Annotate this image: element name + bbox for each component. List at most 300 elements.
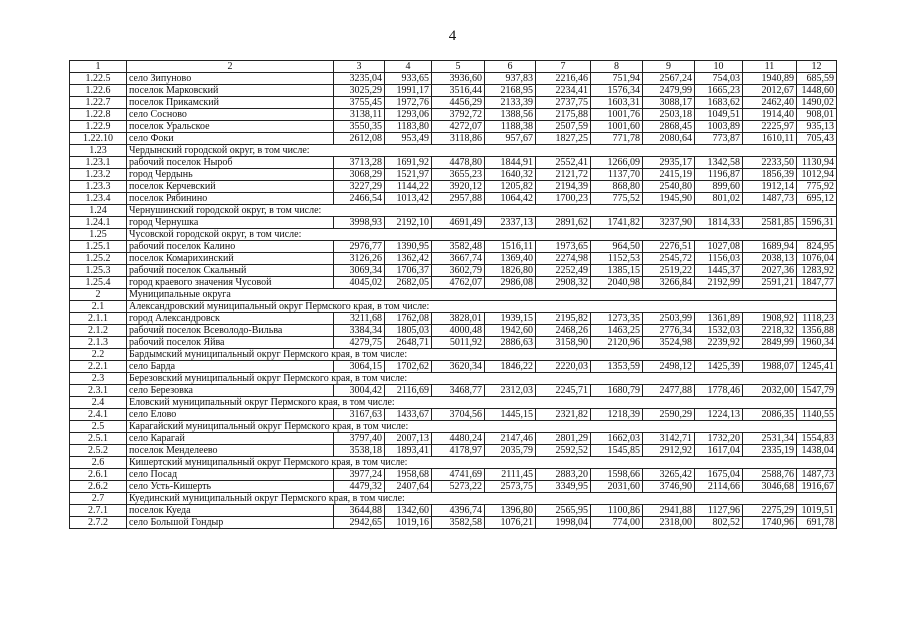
table-row [70, 217, 837, 229]
value-cell: 4279,75 [334, 337, 385, 349]
value-cell: 3920,12 [432, 181, 485, 193]
value-cell: 2941,88 [643, 505, 695, 517]
group-row [70, 145, 837, 157]
value-cell: 3025,29 [334, 85, 385, 97]
value-cell: 2479,99 [643, 85, 695, 97]
table-body [70, 73, 837, 529]
value-cell: 1545,85 [591, 445, 643, 457]
value-cell: 1973,65 [536, 241, 591, 253]
table-row [70, 109, 837, 121]
value-cell: 3158,90 [536, 337, 591, 349]
row-code: 1.25.1 [70, 241, 127, 253]
value-cell: 2175,88 [536, 109, 591, 121]
value-cell: 1013,42 [385, 193, 432, 205]
value-cell: 1490,02 [797, 97, 837, 109]
value-cell: 1130,94 [797, 157, 837, 169]
value-cell: 1224,13 [695, 409, 743, 421]
value-cell: 1283,92 [797, 265, 837, 277]
value-cell: 3138,11 [334, 109, 385, 121]
value-cell: 751,94 [591, 73, 643, 85]
value-cell: 1127,96 [695, 505, 743, 517]
value-cell: 1844,91 [485, 157, 536, 169]
value-cell: 1603,31 [591, 97, 643, 109]
value-cell: 1140,55 [797, 409, 837, 421]
column-header: 6 [485, 61, 536, 73]
row-code: 1.23 [70, 145, 127, 157]
value-cell: 771,78 [591, 133, 643, 145]
value-cell: 2225,97 [743, 121, 797, 133]
value-cell: 2245,71 [536, 385, 591, 397]
column-header: 5 [432, 61, 485, 73]
table-row [70, 409, 837, 421]
value-cell: 1958,68 [385, 469, 432, 481]
table-row [70, 133, 837, 145]
value-cell: 933,65 [385, 73, 432, 85]
value-cell: 4479,32 [334, 481, 385, 493]
value-cell: 1532,03 [695, 325, 743, 337]
value-cell: 4000,48 [432, 325, 485, 337]
settlement-name: село Посад [127, 469, 334, 481]
value-cell: 1396,80 [485, 505, 536, 517]
row-code: 2.4.1 [70, 409, 127, 421]
group-row [70, 229, 837, 241]
value-cell: 2908,32 [536, 277, 591, 289]
value-cell: 2591,21 [743, 277, 797, 289]
value-cell: 2012,67 [743, 85, 797, 97]
value-cell: 1064,42 [485, 193, 536, 205]
value-cell: 2503,18 [643, 109, 695, 121]
value-cell: 1362,42 [385, 253, 432, 265]
value-cell: 1740,96 [743, 517, 797, 529]
table-row [70, 253, 837, 265]
value-cell: 2849,99 [743, 337, 797, 349]
value-cell: 1940,89 [743, 73, 797, 85]
group-title: Чернушинский городской округ, в том числе: [127, 205, 837, 217]
value-cell: 1640,32 [485, 169, 536, 181]
group-row [70, 301, 837, 313]
row-code: 1.24.1 [70, 217, 127, 229]
row-code: 1.22.8 [70, 109, 127, 121]
value-cell: 1689,94 [743, 241, 797, 253]
value-cell: 691,78 [797, 517, 837, 529]
value-cell: 1463,25 [591, 325, 643, 337]
value-cell: 3713,28 [334, 157, 385, 169]
group-title: Бардымский муниципальный округ Пермского края, в том числе: [127, 349, 837, 361]
value-cell: 2477,88 [643, 385, 695, 397]
value-cell: 1100,86 [591, 505, 643, 517]
value-cell: 957,67 [485, 133, 536, 145]
table-row [70, 85, 837, 97]
value-cell: 824,95 [797, 241, 837, 253]
value-cell: 3792,72 [432, 109, 485, 121]
value-cell: 2007,13 [385, 433, 432, 445]
value-cell: 2868,45 [643, 121, 695, 133]
value-cell: 1702,62 [385, 361, 432, 373]
value-cell: 3936,60 [432, 73, 485, 85]
value-cell: 2540,80 [643, 181, 695, 193]
column-header: 11 [743, 61, 797, 73]
value-cell: 1445,15 [485, 409, 536, 421]
value-cell: 1662,03 [591, 433, 643, 445]
table-row [70, 517, 837, 529]
value-cell: 2957,88 [432, 193, 485, 205]
value-cell: 2321,82 [536, 409, 591, 421]
value-cell: 1846,22 [485, 361, 536, 373]
settlement-name: поселок Уральское [127, 121, 334, 133]
value-cell: 695,12 [797, 193, 837, 205]
value-cell: 1847,77 [797, 277, 837, 289]
value-cell: 1361,89 [695, 313, 743, 325]
group-title: Чусовской городской округ, в том числе: [127, 229, 837, 241]
value-cell: 3755,45 [334, 97, 385, 109]
value-cell: 2086,35 [743, 409, 797, 421]
row-code: 2.5 [70, 421, 127, 433]
settlement-name: поселок Марковский [127, 85, 334, 97]
value-cell: 1019,51 [797, 505, 837, 517]
value-cell: 1273,35 [591, 313, 643, 325]
value-cell: 3828,01 [432, 313, 485, 325]
group-title: Еловский муниципальный округ Пермского края, в том числе: [127, 397, 837, 409]
settlement-name: рабочий поселок Ныроб [127, 157, 334, 169]
value-cell: 1342,58 [695, 157, 743, 169]
data-table [69, 60, 837, 529]
value-cell: 3046,68 [743, 481, 797, 493]
value-cell: 2912,92 [643, 445, 695, 457]
value-cell: 2776,34 [643, 325, 695, 337]
row-code: 2.6.1 [70, 469, 127, 481]
table-row [70, 313, 837, 325]
row-code: 1.25 [70, 229, 127, 241]
value-cell: 1762,08 [385, 313, 432, 325]
value-cell: 2648,71 [385, 337, 432, 349]
value-cell: 1137,70 [591, 169, 643, 181]
value-cell: 4456,29 [432, 97, 485, 109]
value-cell: 2220,03 [536, 361, 591, 373]
value-cell: 2031,60 [591, 481, 643, 493]
value-cell: 775,52 [591, 193, 643, 205]
value-cell: 2080,64 [643, 133, 695, 145]
value-cell: 2312,03 [485, 385, 536, 397]
row-code: 1.22.10 [70, 133, 127, 145]
column-header: 9 [643, 61, 695, 73]
table-row [70, 469, 837, 481]
table-row [70, 265, 837, 277]
value-cell: 1012,94 [797, 169, 837, 181]
value-cell: 2274,98 [536, 253, 591, 265]
row-code: 2.7 [70, 493, 127, 505]
value-cell: 3550,35 [334, 121, 385, 133]
value-cell: 3468,77 [432, 385, 485, 397]
settlement-name: поселок Менделеево [127, 445, 334, 457]
value-cell: 899,60 [695, 181, 743, 193]
settlement-name: поселок Керчевский [127, 181, 334, 193]
value-cell: 868,80 [591, 181, 643, 193]
value-cell: 1369,40 [485, 253, 536, 265]
value-cell: 1778,46 [695, 385, 743, 397]
value-cell: 3582,58 [432, 517, 485, 529]
value-cell: 2883,20 [536, 469, 591, 481]
value-cell: 1183,80 [385, 121, 432, 133]
group-title: Кишертский муниципальный округ Пермского края, в том числе: [127, 457, 837, 469]
row-code: 1.23.4 [70, 193, 127, 205]
value-cell: 2275,29 [743, 505, 797, 517]
value-cell: 937,83 [485, 73, 536, 85]
value-cell: 3516,44 [432, 85, 485, 97]
value-cell: 1988,07 [743, 361, 797, 373]
value-cell: 2192,99 [695, 277, 743, 289]
value-cell: 2318,00 [643, 517, 695, 529]
row-code: 2.1.2 [70, 325, 127, 337]
value-cell: 1433,67 [385, 409, 432, 421]
value-cell: 2891,62 [536, 217, 591, 229]
settlement-name: село Березовка [127, 385, 334, 397]
value-cell: 3620,34 [432, 361, 485, 373]
row-code: 1.22.7 [70, 97, 127, 109]
value-cell: 2519,22 [643, 265, 695, 277]
value-cell: 1732,20 [695, 433, 743, 445]
settlement-name: поселок Куеда [127, 505, 334, 517]
value-cell: 4178,97 [432, 445, 485, 457]
row-code: 1.22.5 [70, 73, 127, 85]
table-row [70, 445, 837, 457]
value-cell: 773,87 [695, 133, 743, 145]
value-cell: 2462,40 [743, 97, 797, 109]
page-number: 4 [448, 28, 457, 44]
value-cell: 1945,90 [643, 193, 695, 205]
value-cell: 2216,46 [536, 73, 591, 85]
row-code: 2.7.2 [70, 517, 127, 529]
value-cell: 1266,09 [591, 157, 643, 169]
row-code: 2.1.1 [70, 313, 127, 325]
column-header: 12 [797, 61, 837, 73]
value-cell: 1706,37 [385, 265, 432, 277]
value-cell: 2468,26 [536, 325, 591, 337]
value-cell: 2565,95 [536, 505, 591, 517]
value-cell: 4691,49 [432, 217, 485, 229]
value-cell: 3538,18 [334, 445, 385, 457]
value-cell: 1827,25 [536, 133, 591, 145]
value-cell: 2168,95 [485, 85, 536, 97]
column-header: 7 [536, 61, 591, 73]
value-cell: 1912,14 [743, 181, 797, 193]
value-cell: 2337,13 [485, 217, 536, 229]
value-cell: 1675,04 [695, 469, 743, 481]
row-code: 2.5.1 [70, 433, 127, 445]
value-cell: 5273,22 [432, 481, 485, 493]
table-row [70, 73, 837, 85]
value-cell: 4272,07 [432, 121, 485, 133]
table-row [70, 97, 837, 109]
value-cell: 3582,48 [432, 241, 485, 253]
value-cell: 1547,79 [797, 385, 837, 397]
row-code: 2.3.1 [70, 385, 127, 397]
value-cell: 2545,72 [643, 253, 695, 265]
value-cell: 2466,54 [334, 193, 385, 205]
value-cell: 1998,04 [536, 517, 591, 529]
table-row [70, 505, 837, 517]
row-code: 2.1.3 [70, 337, 127, 349]
group-row [70, 349, 837, 361]
value-cell: 1076,21 [485, 517, 536, 529]
value-cell: 953,49 [385, 133, 432, 145]
value-cell: 1805,03 [385, 325, 432, 337]
value-cell: 1826,80 [485, 265, 536, 277]
value-cell: 685,59 [797, 73, 837, 85]
value-cell: 754,03 [695, 73, 743, 85]
value-cell: 3384,34 [334, 325, 385, 337]
value-cell: 2218,32 [743, 325, 797, 337]
settlement-name: город Чердынь [127, 169, 334, 181]
value-cell: 3118,86 [432, 133, 485, 145]
value-cell: 4762,07 [432, 277, 485, 289]
row-code: 2 [70, 289, 127, 301]
column-header: 2 [127, 61, 334, 73]
value-cell: 1691,92 [385, 157, 432, 169]
value-cell: 1049,51 [695, 109, 743, 121]
value-cell: 2588,76 [743, 469, 797, 481]
value-cell: 3004,42 [334, 385, 385, 397]
value-cell: 2120,96 [591, 337, 643, 349]
value-cell: 1972,76 [385, 97, 432, 109]
group-row [70, 373, 837, 385]
value-cell: 1683,62 [695, 97, 743, 109]
column-header: 1 [70, 61, 127, 73]
value-cell: 1856,39 [743, 169, 797, 181]
value-cell: 4478,80 [432, 157, 485, 169]
value-cell: 1610,11 [743, 133, 797, 145]
value-cell: 2114,66 [695, 481, 743, 493]
settlement-name: село Зипуново [127, 73, 334, 85]
value-cell: 3602,79 [432, 265, 485, 277]
group-title: Александровский муниципальный округ Пермского края, в том числе: [127, 301, 837, 313]
value-cell: 3068,29 [334, 169, 385, 181]
value-cell: 1027,08 [695, 241, 743, 253]
value-cell: 2335,19 [743, 445, 797, 457]
value-cell: 2192,10 [385, 217, 432, 229]
table-row [70, 325, 837, 337]
settlement-name: рабочий поселок Всеволодо-Вильва [127, 325, 334, 337]
row-code: 2.6 [70, 457, 127, 469]
value-cell: 2121,72 [536, 169, 591, 181]
value-cell: 1388,56 [485, 109, 536, 121]
row-code: 1.22.9 [70, 121, 127, 133]
value-cell: 2986,08 [485, 277, 536, 289]
group-title: Березовский муниципальный округ Пермского края, в том числе: [127, 373, 837, 385]
settlement-name: рабочий поселок Калино [127, 241, 334, 253]
value-cell: 1487,73 [797, 469, 837, 481]
value-cell: 4045,02 [334, 277, 385, 289]
value-cell: 3237,90 [643, 217, 695, 229]
value-cell: 1356,88 [797, 325, 837, 337]
value-cell: 3746,90 [643, 481, 695, 493]
table-row [70, 277, 837, 289]
value-cell: 2276,51 [643, 241, 695, 253]
value-cell: 1916,67 [797, 481, 837, 493]
column-header: 3 [334, 61, 385, 73]
value-cell: 3998,93 [334, 217, 385, 229]
value-cell: 2507,59 [536, 121, 591, 133]
value-cell: 705,43 [797, 133, 837, 145]
value-cell: 1001,76 [591, 109, 643, 121]
value-cell: 3227,29 [334, 181, 385, 193]
group-row [70, 457, 837, 469]
value-cell: 1680,79 [591, 385, 643, 397]
value-cell: 2252,49 [536, 265, 591, 277]
value-cell: 1003,89 [695, 121, 743, 133]
value-cell: 2032,00 [743, 385, 797, 397]
settlement-name: село Карагай [127, 433, 334, 445]
row-code: 1.23.1 [70, 157, 127, 169]
value-cell: 2415,19 [643, 169, 695, 181]
value-cell: 2935,17 [643, 157, 695, 169]
value-cell: 2407,64 [385, 481, 432, 493]
column-header: 8 [591, 61, 643, 73]
value-cell: 1245,41 [797, 361, 837, 373]
group-title: Карагайский муниципальный округ Пермского края, в том числе: [127, 421, 837, 433]
settlement-name: рабочий поселок Яйва [127, 337, 334, 349]
settlement-name: город Александровск [127, 313, 334, 325]
value-cell: 1814,33 [695, 217, 743, 229]
value-cell: 935,13 [797, 121, 837, 133]
value-cell: 1342,60 [385, 505, 432, 517]
value-cell: 1908,92 [743, 313, 797, 325]
value-cell: 1438,04 [797, 445, 837, 457]
row-code: 2.2 [70, 349, 127, 361]
table-row [70, 169, 837, 181]
value-cell: 1218,39 [591, 409, 643, 421]
value-cell: 1425,39 [695, 361, 743, 373]
value-cell: 2942,65 [334, 517, 385, 529]
settlement-name: поселок Прикамский [127, 97, 334, 109]
value-cell: 2682,05 [385, 277, 432, 289]
value-cell: 1893,41 [385, 445, 432, 457]
value-cell: 1521,97 [385, 169, 432, 181]
table-row [70, 157, 837, 169]
value-cell: 2239,92 [695, 337, 743, 349]
group-row [70, 289, 837, 301]
settlement-name: село Большой Гондыр [127, 517, 334, 529]
settlement-name: село Барда [127, 361, 334, 373]
value-cell: 2498,12 [643, 361, 695, 373]
value-cell: 2234,41 [536, 85, 591, 97]
column-header: 10 [695, 61, 743, 73]
value-cell: 1001,60 [591, 121, 643, 133]
value-cell: 1991,17 [385, 85, 432, 97]
table-row [70, 193, 837, 205]
group-row [70, 205, 837, 217]
value-cell: 775,92 [797, 181, 837, 193]
value-cell: 1617,04 [695, 445, 743, 457]
value-cell: 1487,73 [743, 193, 797, 205]
value-cell: 2503,99 [643, 313, 695, 325]
table-row [70, 481, 837, 493]
value-cell: 2194,39 [536, 181, 591, 193]
column-header: 4 [385, 61, 432, 73]
value-cell: 3266,84 [643, 277, 695, 289]
value-cell: 2195,82 [536, 313, 591, 325]
value-cell: 2133,39 [485, 97, 536, 109]
value-cell: 2567,24 [643, 73, 695, 85]
row-code: 2.5.2 [70, 445, 127, 457]
row-code: 2.6.2 [70, 481, 127, 493]
row-code: 1.25.2 [70, 253, 127, 265]
value-cell: 3655,23 [432, 169, 485, 181]
value-cell: 1665,23 [695, 85, 743, 97]
value-cell: 3977,24 [334, 469, 385, 481]
value-cell: 1353,59 [591, 361, 643, 373]
settlement-name: село Сосново [127, 109, 334, 121]
value-cell: 3069,34 [334, 265, 385, 277]
